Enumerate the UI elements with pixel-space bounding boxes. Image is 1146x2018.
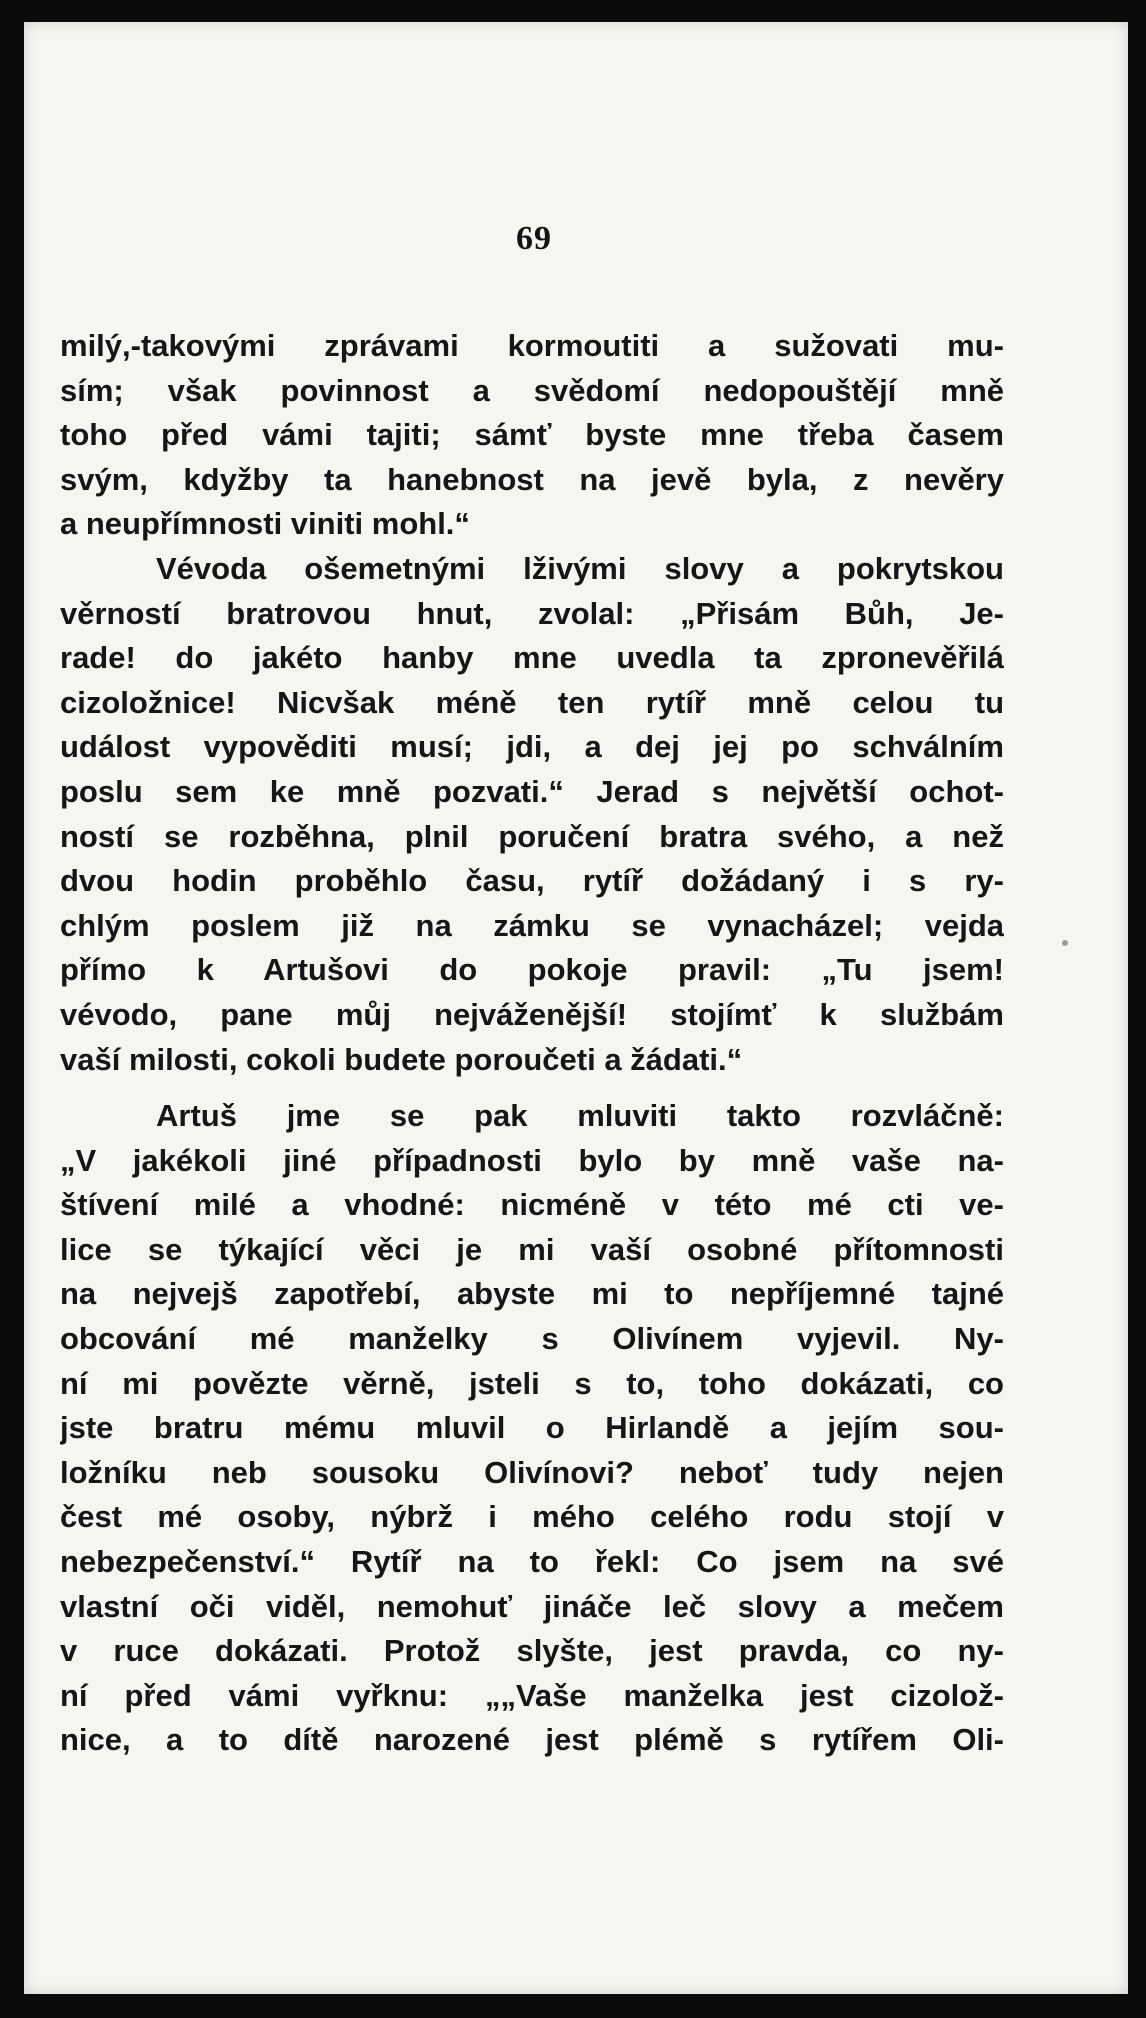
text-line: Vévoda ošemetnými lživými slovy a pokrytskou — [156, 550, 1004, 586]
text-line: lice se týkající věci je mi vaší osobné přítomnosti — [60, 1231, 1004, 1267]
page-number: 69 — [516, 220, 552, 257]
body-text — [60, 324, 1004, 1763]
text-line: ložníku neb sousoku Olivínovi? neboť tudy nejen — [60, 1454, 1004, 1490]
text-line: ností se rozběhna, plnil poručení bratra svého, a než — [60, 818, 1004, 854]
text-line: čest mé osoby, nýbrž i mého celého rodu stojí v — [60, 1499, 1004, 1535]
text-line: vlastní oči viděl, nemohuť jináče leč slovy a mečem — [60, 1588, 1004, 1624]
text-line: nebezpečenství.“ Rytíř na to řekl: Co jsem na své — [60, 1544, 1004, 1580]
text-line: ní před vámi vyřknu: „„Vaše manželka jest cizolož- — [60, 1677, 1004, 1713]
text-line: sím; však povinnost a svědomí nedopouštějí mně — [60, 372, 1004, 408]
text-line: nice, a to dítě narozené jest plémě s rytířem Oli- — [60, 1722, 1004, 1758]
text-line: dvou hodin proběhlo času, rytíř dožádaný i s ry- — [60, 863, 1004, 899]
text-line: vévodo, pane můj nejváženější! stojímť k službám — [60, 996, 1004, 1032]
text-line: milý,-takovými zprávami kormoutiti a sužovati mu- — [60, 328, 1004, 363]
text-line: rade! do jakéto hanby mne uvedla ta zpronevěřilá — [60, 640, 1004, 676]
text-line: v ruce dokázati. Protož slyšte, jest pravda, co ny- — [60, 1633, 1004, 1669]
text-line: věrností bratrovou hnut, zvolal: „Přisám Bůh, Je- — [60, 595, 1004, 631]
text-line: svým, kdyžby ta hanebnost na jevě byla, z nevěry — [60, 461, 1004, 497]
text-line: ní mi povězte věrně, jsteli s to, toho dokázati, co — [60, 1365, 1004, 1401]
print-speck — [1062, 940, 1068, 946]
text-line: „V jakékoli jiné případnosti bylo by mně vaše na- — [60, 1142, 1004, 1178]
book-page — [24, 22, 1128, 1994]
text-line: cizoložnice! Nicvšak méně ten rytíř mně celou tu — [60, 684, 1004, 720]
text-line: událost vypověditi musí; jdi, a dej jej po schválním — [60, 729, 1004, 765]
text-line: obcování mé manželky s Olivínem vyjevil. Ny- — [60, 1321, 1004, 1357]
text-line: na nejvejš zapotřebí, abyste mi to nepříjemné tajné — [60, 1276, 1004, 1312]
text-line: přímo k Artušovi do pokoje pravil: „Tu jsem! — [60, 952, 1004, 988]
text-line: Artuš jme se pak mluviti takto rozvláčně: — [156, 1098, 1004, 1134]
text-line: vaší milosti, cokoli budete poroučeti a žádati.“ — [60, 1041, 743, 1077]
text-line: toho před vámi tajiti; sámť byste mne třeba časem — [60, 417, 1004, 453]
text-line: chlým poslem již na zámku se vynacházel; vejda — [60, 907, 1004, 943]
text-line: štívení milé a vhodné: nicméně v této mé cti ve- — [60, 1187, 1004, 1223]
text-line: poslu sem ke mně pozvati.“ Jerad s největší ochot- — [60, 773, 1004, 809]
text-line: jste bratru mému mluvil o Hirlandě a jejím sou- — [60, 1410, 1004, 1446]
text-line: a neupřímnosti viniti mohl.“ — [60, 506, 470, 542]
